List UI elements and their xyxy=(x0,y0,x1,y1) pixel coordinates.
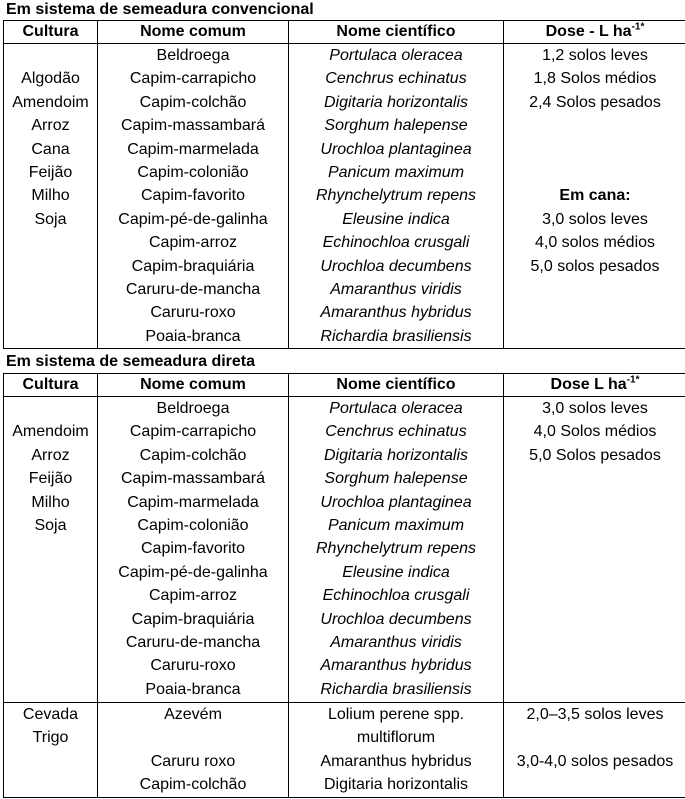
nome-comum-item: Capim-favorito xyxy=(140,187,246,205)
table-row xyxy=(4,703,685,798)
culturas-cell xyxy=(4,44,98,349)
header-cultura: Cultura xyxy=(4,374,98,397)
section-title-direta: Em sistema de semeadura direta xyxy=(6,353,256,370)
nome-cientifico-item: Urochloa decumbens xyxy=(320,610,472,628)
nome-cientifico-item: Digitaria horizontalis xyxy=(323,93,469,111)
nome-comum-item: Poaia-branca xyxy=(145,327,241,345)
nomes-cientificos-cell xyxy=(289,397,504,703)
nomes-comuns-cell xyxy=(98,397,289,703)
section-title-convencional: Em sistema de semeadura convencional xyxy=(6,1,314,18)
nome-cientifico-item: Eleusine indica xyxy=(342,563,450,581)
nome-comum-item: Capim-marmelada xyxy=(127,493,259,511)
nome-comum-item: Capim-carrapicho xyxy=(129,423,257,441)
dose-item: 3,0 solos leves xyxy=(542,400,648,417)
cultura-item: Trigo xyxy=(32,729,69,747)
nome-cientifico-item: Digitaria horizontalis xyxy=(323,776,469,794)
nome-cientifico-item: Amaranthus hybridus xyxy=(320,657,472,675)
nome-cientifico-item: Cenchrus echinatus xyxy=(325,70,467,88)
dose-item: 3,0 solos leves xyxy=(542,210,648,228)
nome-cientifico-item: Urochloa decumbens xyxy=(320,257,472,275)
nome-cientifico-item: Portulaca oleracea xyxy=(329,47,463,64)
nome-comum-item: Caruru-de-mancha xyxy=(125,280,261,298)
nome-cientifico-item: Amaranthus hybridus xyxy=(320,752,472,770)
nome-cientifico-item: Sorghum halepense xyxy=(324,117,468,135)
nome-cientifico-item: Urochloa plantaginea xyxy=(320,493,472,511)
dose-item xyxy=(504,726,685,749)
dose-item: 3,0-4,0 solos pesados xyxy=(516,752,674,770)
dose-item: 5,0 Solos pesados xyxy=(529,446,661,464)
nome-comum-item: Capim-colonião xyxy=(137,163,249,181)
cultura-item: Algodão xyxy=(21,70,80,88)
table-row xyxy=(4,44,685,349)
nomes-comuns-cell xyxy=(98,703,289,798)
dose-item: Em cana: xyxy=(559,187,631,205)
nome-cientifico-item: Rhynchelytrum repens xyxy=(315,187,477,205)
header-cultura: Cultura xyxy=(4,21,98,44)
dose-item: 2,4 Solos pesados xyxy=(529,93,661,111)
nome-comum-item: Capim-colchão xyxy=(139,776,247,794)
nomes-cientificos-cell xyxy=(289,44,504,349)
header-nome-cientifico: Nome científico xyxy=(289,374,504,397)
nome-comum-item: Azevém xyxy=(164,706,222,723)
header-dose: Dose L $ha^{-1*}$ xyxy=(504,374,685,397)
header-nome-comum: Nome comum xyxy=(98,374,289,397)
nome-comum-item: Caruru-roxo xyxy=(150,304,236,322)
nome-cientifico-item: Sorghum halepense xyxy=(324,470,468,488)
nome-cientifico-item: Richardia brasiliensis xyxy=(320,327,472,345)
cultura-item xyxy=(4,397,97,420)
dose-item xyxy=(504,161,685,184)
cultura-item: Amendoim xyxy=(12,93,89,111)
culturas-cell xyxy=(4,703,98,798)
table-convencional xyxy=(3,20,685,349)
dose-item: 5,0 solos pesados xyxy=(530,257,660,275)
nome-comum-item: Capim-colonião xyxy=(137,516,249,534)
nome-comum-item: Capim-arroz xyxy=(148,234,237,252)
nome-cientifico-item: Richardia brasiliensis xyxy=(320,680,472,698)
cultura-item xyxy=(4,44,97,67)
culturas-cell xyxy=(4,397,98,703)
table-direta xyxy=(3,373,685,798)
nome-comum-item: Capim-massambará xyxy=(120,117,266,135)
nome-cientifico-item: Rhynchelytrum repens xyxy=(315,540,477,558)
dose-item: 4,0 solos médios xyxy=(534,234,656,252)
doses-cell xyxy=(504,397,685,703)
nome-cientifico-item: Digitaria horizontalis xyxy=(323,446,469,464)
nome-comum-item: Capim-marmelada xyxy=(127,140,259,158)
header-row xyxy=(4,21,685,44)
nome-comum-item: Poaia-branca xyxy=(145,680,241,698)
dose-item: 1,2 solos leves xyxy=(542,47,648,64)
nome-comum-item: Capim-massambará xyxy=(120,470,266,488)
nome-comum-item: Capim-colchão xyxy=(139,93,247,111)
nome-comum-item: Beldroega xyxy=(156,47,230,64)
nome-comum-item: Capim-arroz xyxy=(148,587,237,605)
cultura-item: Milho xyxy=(31,187,70,205)
dose-item: 4,0 Solos médios xyxy=(533,423,657,441)
header-dose: Dose - L $ha^{-1*}$ xyxy=(504,21,685,44)
cultura-item: Arroz xyxy=(31,117,70,135)
cultura-item: Milho xyxy=(31,493,70,511)
nome-comum-item: Capim-favorito xyxy=(140,540,246,558)
nome-cientifico-item: Lolium perene spp. xyxy=(327,706,465,723)
nome-cientifico-item: Amaranthus hybridus xyxy=(320,304,472,322)
header-row xyxy=(4,374,685,397)
nome-cientifico-item: Urochloa plantaginea xyxy=(320,140,472,158)
nome-cientifico-item: Portulaca oleracea xyxy=(329,400,463,417)
cultura-item: Soja xyxy=(34,516,67,534)
cultura-item: Cana xyxy=(31,140,70,158)
dose-item: 2,0–3,5 solos leves xyxy=(526,706,664,723)
nome-comum-item: Caruru-de-mancha xyxy=(125,633,261,651)
nome-cientifico-item: Cenchrus echinatus xyxy=(325,423,467,441)
dose-item xyxy=(504,138,685,161)
nome-comum-item: Caruru-roxo xyxy=(150,657,236,675)
nome-comum-item: Capim-pé-de-galinha xyxy=(118,563,268,581)
nome-comum-item: Beldroega xyxy=(156,400,230,417)
nomes-comuns-cell xyxy=(98,44,289,349)
nome-cientifico-item: Eleusine indica xyxy=(342,210,450,228)
nome-comum-item: Caruru roxo xyxy=(150,752,236,770)
table-row xyxy=(4,397,685,703)
cultura-item: Feijão xyxy=(28,163,73,181)
nome-cientifico-item: Panicum maximum xyxy=(327,163,465,181)
nome-comum-item: Capim-braquiária xyxy=(131,257,255,275)
nome-comum-item: Capim-colchão xyxy=(139,446,247,464)
dose-item: 1,8 Solos médios xyxy=(533,70,657,88)
nome-cientifico-item: Echinochloa crusgali xyxy=(322,234,470,252)
cultura-item: Cevada xyxy=(22,706,79,723)
cultura-item: Soja xyxy=(34,210,67,228)
nome-cientifico-item: Amaranthus viridis xyxy=(330,633,462,651)
nome-comum-item: Capim-carrapicho xyxy=(129,70,257,88)
header-nome-cientifico: Nome científico xyxy=(289,21,504,44)
nome-cientifico-item: multiflorum xyxy=(356,729,436,747)
nome-cientifico-item: Amaranthus viridis xyxy=(330,280,462,298)
cultura-item: Feijão xyxy=(28,470,73,488)
nome-comum-item: Capim-pé-de-galinha xyxy=(118,210,268,228)
nome-cientifico-item: Echinochloa crusgali xyxy=(322,587,470,605)
nome-cientifico-item: Panicum maximum xyxy=(327,516,465,534)
nomes-cientificos-cell xyxy=(289,703,504,798)
nome-comum-item: Capim-braquiária xyxy=(131,610,255,628)
doses-cell xyxy=(504,703,685,798)
nome-comum-item xyxy=(98,726,288,749)
doses-cell xyxy=(504,44,685,349)
header-nome-comum: Nome comum xyxy=(98,21,289,44)
cultura-item: Arroz xyxy=(31,446,70,464)
cultura-item: Amendoim xyxy=(12,423,89,441)
dose-item xyxy=(504,114,685,137)
